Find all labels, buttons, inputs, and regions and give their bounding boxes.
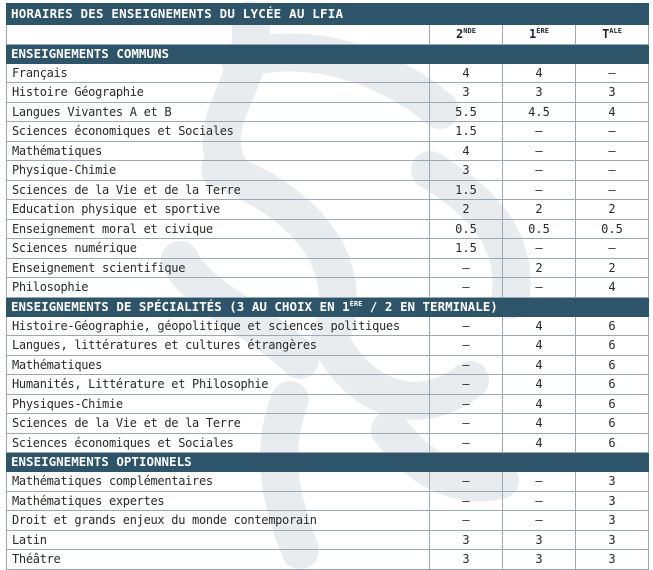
- hours-cell: 0.5: [503, 219, 576, 239]
- section-title-text: / 2 EN TERMINALE): [362, 298, 498, 314]
- hours-cell: 1.5: [430, 122, 503, 142]
- hours-cell: –: [576, 239, 649, 259]
- table-row: [7, 550, 649, 570]
- table-row: [7, 180, 649, 200]
- subject-cell: Théâtre: [7, 550, 430, 570]
- hours-cell: 4: [503, 63, 576, 83]
- hours-cell: –: [430, 316, 503, 336]
- hours-cell: –: [430, 375, 503, 395]
- hours-cell: 6: [576, 355, 649, 375]
- subject-cell: Latin: [7, 530, 430, 550]
- table-row: [7, 141, 649, 161]
- hours-cell: 3: [430, 530, 503, 550]
- subject-cell: Mathématiques: [7, 355, 430, 375]
- table-row: [7, 161, 649, 181]
- subject-cell: Physique-Chimie: [7, 161, 430, 181]
- hours-cell: 4: [503, 355, 576, 375]
- hours-cell: –: [576, 122, 649, 142]
- hours-cell: –: [430, 511, 503, 531]
- hours-cell: –: [576, 180, 649, 200]
- table-row: [7, 375, 649, 395]
- subject-cell: Mathématiques expertes: [7, 491, 430, 511]
- hours-cell: 4: [576, 278, 649, 298]
- hours-cell: 2: [503, 200, 576, 220]
- column-header-row: [7, 25, 649, 45]
- subject-cell: Sciences de la Vie et de la Terre: [7, 414, 430, 434]
- hours-cell: 3: [576, 550, 649, 570]
- hours-cell: –: [503, 122, 576, 142]
- column-header-base: T: [602, 27, 610, 41]
- section-title-text: ENSEIGNEMENTS OPTIONNELS: [11, 454, 192, 469]
- page-title: HORAIRES DES ENSEIGNEMENTS DU LYCÉE AU LFIA: [7, 4, 649, 25]
- hours-cell: 4: [503, 433, 576, 453]
- subject-cell: Enseignement moral et civique: [7, 219, 430, 239]
- column-header-seconde: [430, 25, 503, 45]
- table-row: [7, 63, 649, 83]
- table-row: [7, 355, 649, 375]
- column-header-sup: ÈRE: [536, 27, 549, 35]
- hours-cell: 3: [576, 530, 649, 550]
- hours-cell: 4: [503, 316, 576, 336]
- hours-cell: 3: [576, 511, 649, 531]
- table-row: [7, 394, 649, 414]
- subject-cell: Mathématiques: [7, 141, 430, 161]
- subject-cell: Philosophie: [7, 278, 430, 298]
- hours-cell: –: [503, 472, 576, 492]
- hours-cell: 0.5: [430, 219, 503, 239]
- hours-cell: 6: [576, 394, 649, 414]
- table-row: [7, 491, 649, 511]
- hours-cell: 6: [576, 414, 649, 434]
- hours-cell: –: [576, 161, 649, 181]
- subject-cell: Droit et grands enjeux du monde contemporain: [7, 511, 430, 531]
- hours-cell: 3: [576, 472, 649, 492]
- hours-cell: 6: [576, 336, 649, 356]
- subject-cell: Sciences numérique: [7, 239, 430, 259]
- hours-cell: 4: [503, 375, 576, 395]
- section-header-row: [7, 297, 649, 316]
- table-row: [7, 336, 649, 356]
- table-row: [7, 511, 649, 531]
- hours-cell: –: [430, 433, 503, 453]
- hours-cell: –: [503, 180, 576, 200]
- table-row: [7, 530, 649, 550]
- hours-cell: –: [503, 511, 576, 531]
- hours-cell: –: [430, 472, 503, 492]
- subject-cell: Physiques-Chimie: [7, 394, 430, 414]
- hours-cell: 2: [503, 258, 576, 278]
- hours-cell: –: [430, 355, 503, 375]
- hours-cell: –: [430, 414, 503, 434]
- column-header-base: 1: [529, 27, 537, 41]
- column-header-terminale: [576, 25, 649, 45]
- hours-cell: 3: [503, 550, 576, 570]
- section-header-row: [7, 453, 649, 472]
- header-blank-cell: [7, 25, 430, 45]
- hours-cell: 0.5: [576, 219, 649, 239]
- subject-cell: Langues, littératures et cultures étrangères: [7, 336, 430, 356]
- hours-cell: –: [503, 239, 576, 259]
- hours-cell: 2: [576, 258, 649, 278]
- hours-cell: 4: [430, 141, 503, 161]
- table-row: [7, 433, 649, 453]
- hours-cell: –: [430, 258, 503, 278]
- section-title: [7, 297, 649, 316]
- subject-cell: Histoire-Géographie, géopolitique et sciences politiques: [7, 316, 430, 336]
- hours-cell: 4: [576, 102, 649, 122]
- title-row: [7, 4, 649, 25]
- hours-cell: 4: [503, 336, 576, 356]
- hours-cell: 4: [430, 63, 503, 83]
- hours-cell: 4: [503, 394, 576, 414]
- subject-cell: Mathématiques complémentaires: [7, 472, 430, 492]
- table-row: [7, 239, 649, 259]
- subject-cell: Sciences de la Vie et de la Terre: [7, 180, 430, 200]
- subject-cell: Humanités, Littérature et Philosophie: [7, 375, 430, 395]
- column-header-premiere: [503, 25, 576, 45]
- hours-cell: 1.5: [430, 180, 503, 200]
- section-title: [7, 44, 649, 63]
- hours-cell: 3: [430, 550, 503, 570]
- section-title-text: ENSEIGNEMENTS DE SPÉCIALITÉS (3 AU CHOIX EN 1: [11, 298, 350, 314]
- hours-cell: 5.5: [430, 102, 503, 122]
- subject-cell: Enseignement scientifique: [7, 258, 430, 278]
- section-title-text: ENSEIGNEMENTS COMMUNS: [11, 45, 170, 61]
- subject-cell: Education physique et sportive: [7, 200, 430, 220]
- schedule-table: [6, 3, 649, 570]
- hours-cell: 6: [576, 375, 649, 395]
- hours-cell: –: [430, 491, 503, 511]
- hours-cell: –: [503, 278, 576, 298]
- table-row: [7, 200, 649, 220]
- hours-cell: –: [576, 141, 649, 161]
- table-row: [7, 258, 649, 278]
- hours-cell: 3: [503, 83, 576, 103]
- subject-cell: Langues Vivantes A et B: [7, 102, 430, 122]
- table-row: [7, 316, 649, 336]
- table-row: [7, 83, 649, 103]
- section-header-row: [7, 44, 649, 63]
- hours-cell: 3: [576, 491, 649, 511]
- hours-cell: 3: [503, 530, 576, 550]
- column-header-base: 2: [456, 27, 464, 41]
- table-row: [7, 278, 649, 298]
- hours-cell: 4: [503, 414, 576, 434]
- table-row: [7, 472, 649, 492]
- hours-cell: 3: [430, 161, 503, 181]
- hours-cell: 2: [576, 200, 649, 220]
- hours-cell: 6: [576, 433, 649, 453]
- column-header-sup: NDE: [463, 27, 476, 35]
- table-row: [7, 102, 649, 122]
- column-header-sup: ALE: [609, 27, 622, 35]
- hours-cell: 3: [576, 83, 649, 103]
- subject-cell: Sciences économiques et Sociales: [7, 433, 430, 453]
- section-title: [7, 453, 649, 472]
- section-title-sup: ÈRE: [349, 299, 363, 308]
- hours-cell: –: [503, 141, 576, 161]
- hours-cell: –: [576, 63, 649, 83]
- hours-cell: 3: [430, 83, 503, 103]
- subject-cell: Français: [7, 63, 430, 83]
- hours-cell: 4.5: [503, 102, 576, 122]
- schedule-page: [6, 3, 648, 570]
- hours-cell: 1.5: [430, 239, 503, 259]
- hours-cell: –: [430, 394, 503, 414]
- table-row: [7, 414, 649, 434]
- hours-cell: 2: [430, 200, 503, 220]
- hours-cell: –: [430, 278, 503, 298]
- subject-cell: Histoire Géographie: [7, 83, 430, 103]
- table-row: [7, 219, 649, 239]
- hours-cell: 6: [576, 316, 649, 336]
- hours-cell: –: [430, 336, 503, 356]
- hours-cell: –: [503, 491, 576, 511]
- table-row: [7, 122, 649, 142]
- hours-cell: –: [503, 161, 576, 181]
- subject-cell: Sciences économiques et Sociales: [7, 122, 430, 142]
